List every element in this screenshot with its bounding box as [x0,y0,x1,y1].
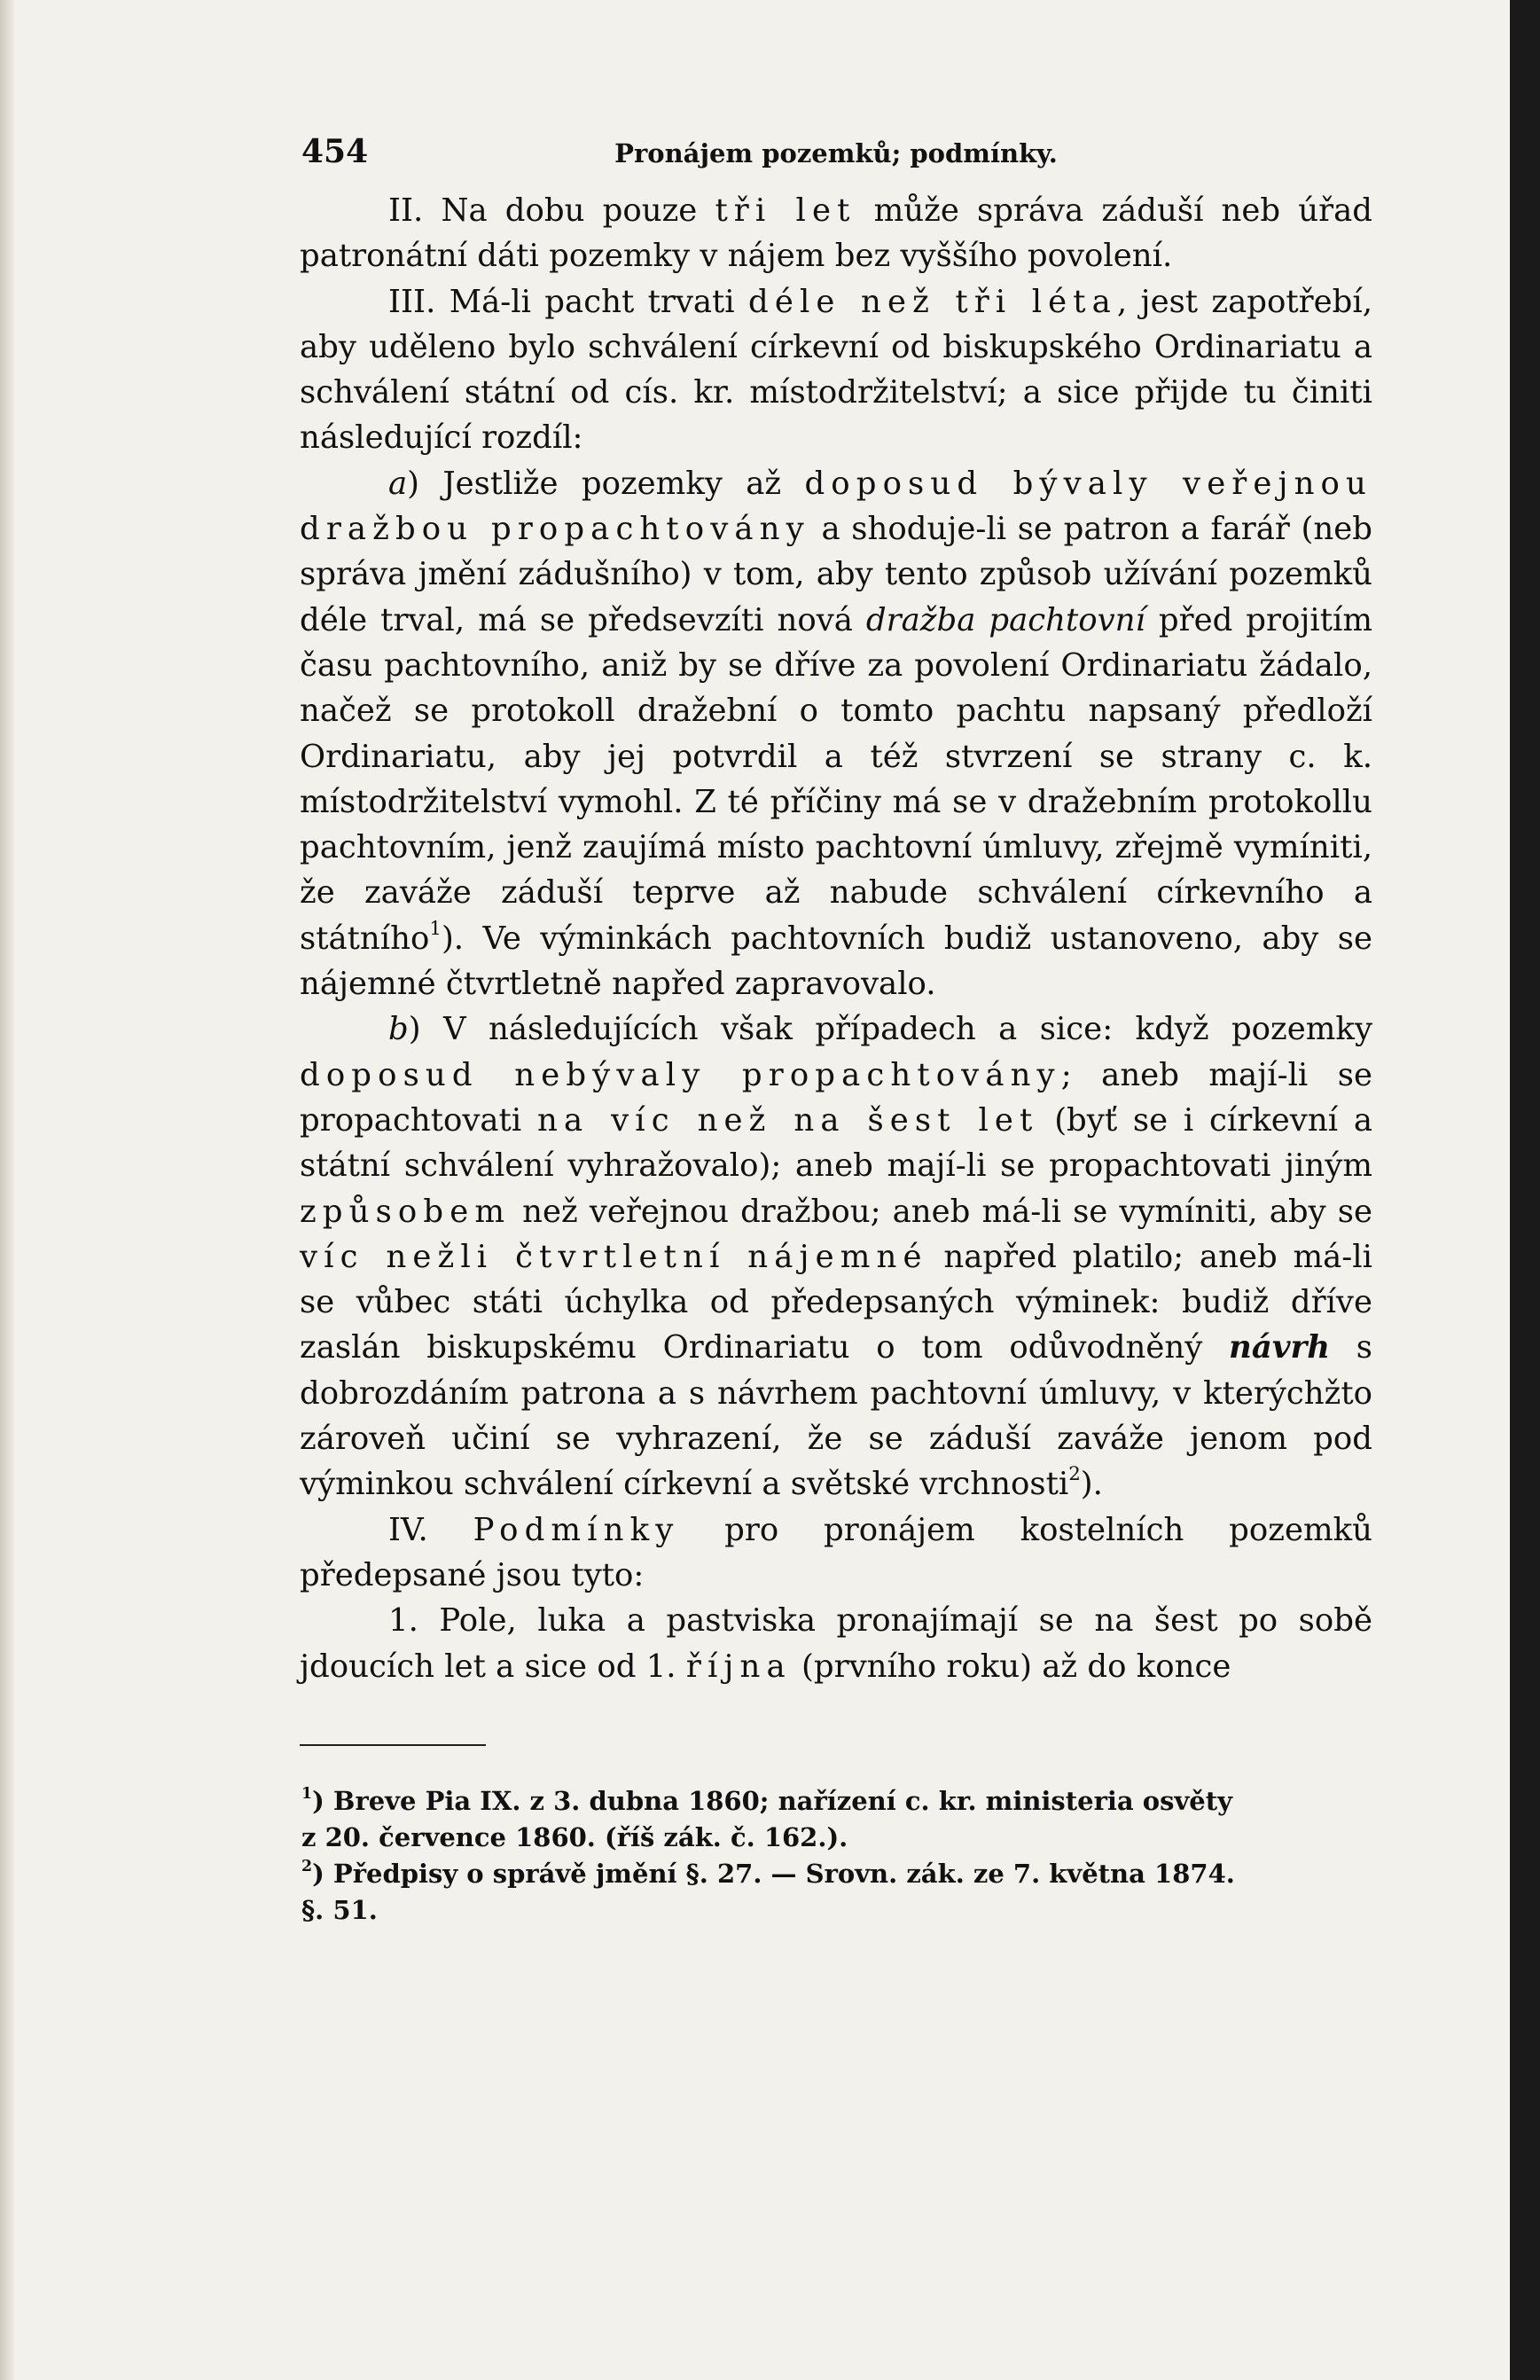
item-label: a [388,465,408,502]
footnote-text: ) Breve Pia IX. z 3. dubna 1860; nařízení c. kr. ministeria osvěty [312,1785,1233,1816]
footnote-ref: 2 [1068,1463,1081,1486]
text-run: může správa záduší neb úřad patronátní dáti pozemky v nájem bez vyššího povolení. [300,192,1373,275]
italic-emphasis: dražba pachtovní [865,601,1145,638]
paragraph-1 [300,1598,1372,1689]
text-run: ). [1080,1466,1103,1503]
paragraph-iii [300,279,1372,461]
text-run: a shoduje-li se patron a farář (neb správa jmění zádušního) v tom, aby tento způsob užívání pozemků déle trval, má se předsevzíti nová [300,511,1373,638]
text-run: ; aneb mají-li se propachtovati [300,1056,1372,1139]
spaced-emphasis: déle než tři léta [748,283,1117,320]
text-run: III. Má-li pacht trvati [388,283,749,320]
footnote-ref: 1 [429,917,442,940]
spaced-emphasis: doposud nebývaly propachtovány [300,1056,1061,1093]
running-title: Pronájem pozemků; podmínky. [614,138,1058,168]
text-run: IV. [388,1511,473,1548]
footnotes [300,1783,1372,1929]
footnote-mark: 1 [301,1784,313,1803]
body-text [300,188,1372,1689]
text-run: (prvního roku) až do konce [791,1648,1231,1685]
footnote-mark: 2 [301,1857,313,1875]
text-run: ) Jestliže pozemky až [407,465,805,502]
text-run: s dobrozdáním patrona a s návrhem pachtovní úmluvy, v kterýchžto zároveň učiní se vyhrazení, že se záduší zaváže jenom pod výminkou schválení církevní a světské vrchnosti [300,1329,1372,1503]
footnote-divider [300,1744,486,1746]
spaced-emphasis: Podmínky [473,1511,680,1548]
text-run: než veřejnou dražbou; aneb má-li se vymíniti, aby se [511,1193,1372,1230]
scan-right-edge [1510,0,1540,2380]
spaced-emphasis: na víc než na šest let [536,1101,1039,1139]
spaced-emphasis: doposud bývaly veřejnou dražbou propachtovány [300,465,1372,548]
footnote-text: §. 51. [301,1894,378,1925]
footnote-text: z 20. července 1860. (říš zák. č. 162.). [301,1821,848,1852]
text-run: , jest zapotřebí, aby uděleno bylo schválení církevní od biskupského Ordinariatu a schválení státní od cís. kr. místodržitelství; a sice přijde tu činiti následující rozdíl: [300,283,1373,457]
footnote-1 [300,1783,1372,1856]
spaced-emphasis: tři let [715,192,856,229]
text-run: před projitím času pachtovního, aniž by se dříve za povolení Ordinariatu žádalo, načež se protokoll dražební o tomto pachtu napsaný předloží Ordinariatu, aby jej potvrdil a též stvrzení se strany c. k. místodržitelství vymohl. Z té příčiny má se v dražebním protokollu pachtovním, jenž zaujímá místo pachtovní úmluvy, zřejmě vymíniti, že zaváže záduší teprve až nabude schválení církevního a státního [300,601,1372,957]
book-page [300,133,1372,1929]
paragraph-a [300,461,1372,1007]
spaced-emphasis: října [685,1648,792,1685]
text-run: pro pronájem kostelních pozemků předepsané jsou tyto: [300,1511,1372,1593]
text-run: ). Ve výminkách pachtovních budiž ustanoveno, aby se nájemné čtvrtletně napřed zapravovalo. [300,920,1372,1003]
scan-left-edge [0,0,14,2380]
spaced-emphasis: způsobem [300,1193,512,1230]
page-header [300,133,1372,183]
item-label: b [388,1011,409,1048]
paragraph-b [300,1006,1372,1507]
text-run: 1. Pole, luka a pastviska pronajímají se na šest po sobě jdoucích let a sice od 1. [300,1602,1372,1685]
text-run: napřed platilo; aneb má-li se vůbec státi úchylka od předepsaných výminek: budiž dříve zaslán biskupskému Ordinariatu o tom odůvodněný [300,1238,1372,1366]
paragraph-ii [300,188,1372,279]
italic-emphasis: návrh [1229,1329,1331,1366]
text-run: (byť se i církevní a státní schválení vyhražovalo); aneb mají-li se propachtovati jiným [300,1101,1373,1185]
spaced-emphasis: víc nežli čtvrtletní nájemné [300,1238,928,1275]
footnote-2 [300,1856,1372,1929]
footnote-text: ) Předpisy o správě jmění §. 27. — Srovn. zák. ze 7. května 1874. [312,1858,1235,1889]
paragraph-iv [300,1507,1372,1599]
text-run: ) V následujících však případech a sice: když pozemky [408,1011,1372,1048]
page-number: 454 [301,133,369,170]
text-run: II. Na dobu pouze [388,192,715,229]
